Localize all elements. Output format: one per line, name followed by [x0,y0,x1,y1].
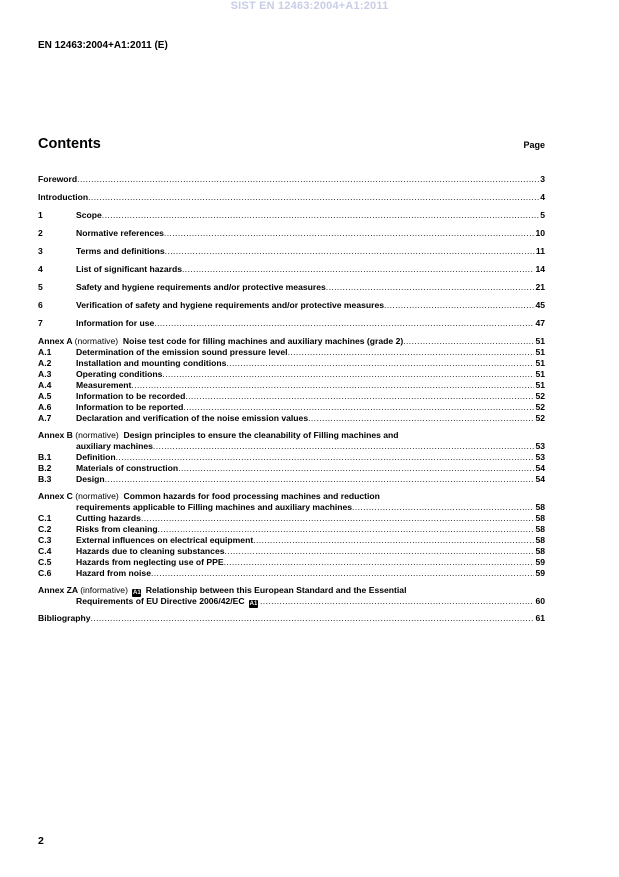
annex-type: (normative) [75,430,119,440]
toc-annex-a[interactable] [38,336,545,347]
page-column-label: Page [523,140,545,150]
toc-entry-a2[interactable] [38,358,545,369]
toc-entry-number: C.3 [38,535,52,545]
toc-entry-title: Design [76,474,105,484]
annex-heading [38,491,380,502]
dot-leader [88,192,539,203]
toc-entry-number: A.6 [38,402,52,412]
annex-title-line2: Requirements of EU Directive 2006/42/EC [76,596,245,606]
annex-title-continued: auxiliary machines [76,441,153,451]
annex-title-continued [38,596,260,608]
annex-title-continued: requirements applicable to Filling machines and auxiliary machines [76,502,353,512]
toc-annex-b-heading[interactable] [38,430,545,441]
toc-entry-title: Information for use [76,318,155,328]
dot-leader [253,535,534,546]
toc-entry-title: Measurement [76,380,132,390]
dot-leader [164,228,535,239]
toc-entry-number: B.2 [38,463,52,473]
dot-leader [224,557,535,568]
toc-entry-2[interactable] [38,228,545,239]
toc-entry-number: A.7 [38,413,52,423]
toc-entry-title: Scope [76,210,102,220]
dot-leader [352,502,534,513]
toc-entry-a1[interactable] [38,347,545,358]
toc-entry-5[interactable] [38,282,545,293]
toc-entry-title: Hazards from neglecting use of PPE [76,557,224,567]
toc-entry-b1[interactable] [38,452,545,463]
toc-entry-c1[interactable] [38,513,545,524]
toc-entry-number: A.2 [38,358,52,368]
dot-leader [151,568,534,579]
watermark: SIST EN 12463:2004+A1:2011 [230,0,389,12]
toc-entry-title: Normative references [76,228,164,238]
toc-entry-page: 47 [535,318,545,328]
toc-entry-page: 58 [535,546,545,556]
toc-annex-c-heading[interactable] [38,491,545,502]
toc-entry-title: Information to be reported [76,402,184,412]
toc-entry-number: C.6 [38,568,52,578]
toc-entry-page: 11 [535,246,545,256]
toc-entry-title: Definition [76,452,116,462]
dot-leader [77,174,539,185]
toc-entry-title: Risks from cleaning [76,524,158,534]
toc-entry-title: Materials of construction [76,463,179,473]
toc-entry-title: Information to be recorded [76,391,186,401]
toc-entry-c6[interactable] [38,568,545,579]
contents-title: Contents [38,136,101,152]
dot-leader [102,210,539,221]
toc-entry-number: 3 [38,246,43,256]
toc-entry-7[interactable] [38,318,545,329]
toc-entry-page: 58 [535,524,545,534]
toc-entry-title: External influences on electrical equipment [76,535,254,545]
toc-entry-number: 6 [38,300,43,310]
toc-entry-a4[interactable] [38,380,545,391]
toc-entry-foreword[interactable] [38,174,545,185]
toc-entry-page: 59 [535,568,545,578]
toc-entry-number: C.5 [38,557,52,567]
toc-entry-page: 51 [535,336,545,346]
toc-entry-c4[interactable] [38,546,545,557]
dot-leader [116,452,535,463]
toc-entry-page: 4 [540,192,545,202]
toc-entry-title: Declaration and verification of the noise emission values [76,413,309,423]
annex-type: (informative) [80,585,128,595]
dot-leader [182,264,534,275]
toc-entry-title: Installation and mounting conditions [76,358,227,368]
annex-heading [38,336,403,347]
toc-entry-number: A.3 [38,369,52,379]
toc-entry-page: 61 [535,613,545,623]
table-of-contents [38,174,545,624]
annex-heading [38,430,399,441]
toc-entry-title: Cutting hazards [76,513,141,523]
toc-entry-3[interactable] [38,246,545,257]
toc-entry-title: Terms and definitions [76,246,165,256]
annex-label: Annex A [38,336,73,346]
toc-entry-page: 58 [535,502,545,512]
toc-entry-number: A.4 [38,380,52,390]
toc-entry-a7[interactable] [38,413,545,424]
toc-entry-6[interactable] [38,300,545,311]
toc-annex-b[interactable] [38,441,545,452]
annex-type: (normative) [75,491,119,501]
annex-title: Design principles to ensure the cleanability of Filling machines and [123,430,399,440]
toc-entry-number: 7 [38,318,43,328]
dot-leader [154,318,534,329]
toc-entry-page: 51 [535,369,545,379]
toc-entry-page: 21 [535,282,545,292]
toc-entry-c2[interactable] [38,524,545,535]
dot-leader [153,441,535,452]
toc-annex-c[interactable] [38,502,545,513]
dot-leader [158,524,535,535]
dot-leader [91,613,535,624]
toc-entry-number: A.5 [38,391,52,401]
document-id: EN 12463:2004+A1:2011 (E) [38,40,168,51]
toc-entry-page: 53 [535,452,545,462]
toc-entry-number: A.1 [38,347,52,357]
dot-leader [403,336,534,347]
toc-entry-number: C.4 [38,546,52,556]
toc-entry-title: Determination of the emission sound pressure level [76,347,288,357]
toc-entry-title: Introduction [38,192,89,202]
annex-label: Annex ZA [38,585,78,595]
toc-entry-page: 54 [535,463,545,473]
dot-leader [288,347,535,358]
toc-annex-za-heading[interactable] [38,585,545,596]
dot-leader [185,391,534,402]
dot-leader [165,246,535,257]
annex-title: Noise test code for filling machines and auxiliary machines (grade 2) [122,336,404,346]
toc-entry-page: 53 [535,441,545,451]
toc-entry-b3[interactable] [38,474,545,485]
dot-leader [326,282,535,293]
toc-entry-number: B.3 [38,474,52,484]
annex-label: Annex C [38,491,73,501]
toc-entry-number: 2 [38,228,43,238]
annex-title: Relationship between this European Standard and the Essential [145,585,407,595]
toc-entry-page: 51 [535,347,545,357]
toc-entry-page: 52 [535,402,545,412]
toc-entry-title: Bibliography [38,613,91,623]
toc-entry-page: 3 [540,174,545,184]
dot-leader [105,474,535,485]
toc-entry-a6[interactable] [38,402,545,413]
annex-label: Annex B [38,430,73,440]
toc-entry-title: Foreword [38,174,78,184]
toc-entry-4[interactable] [38,264,545,275]
toc-entry-introduction[interactable] [38,192,545,203]
dot-leader [162,369,534,380]
annex-title: Common hazards for food processing machines and reduction [123,491,380,501]
toc-entry-number: 5 [38,282,43,292]
toc-entry-title: Hazards due to cleaning substances [76,546,225,556]
toc-annex-za[interactable] [38,596,545,607]
toc-entry-page: 59 [535,557,545,567]
toc-entry-number: 1 [38,210,43,220]
toc-entry-number: B.1 [38,452,52,462]
toc-entry-page: 5 [540,210,545,220]
toc-entry-number: C.1 [38,513,52,523]
toc-entry-title: Operating conditions [76,369,163,379]
toc-entry-page: 51 [535,380,545,390]
toc-entry-page: 58 [535,535,545,545]
dot-leader [183,402,534,413]
toc-entry-1[interactable] [38,210,545,221]
toc-entry-b2[interactable] [38,463,545,474]
toc-entry-title: List of significant hazards [76,264,183,274]
dot-leader [141,513,535,524]
annex-type: (normative) [74,336,119,346]
toc-entry-page: 54 [535,474,545,484]
toc-entry-page: 52 [535,413,545,423]
toc-entry-number: C.2 [38,524,52,534]
dot-leader [260,596,534,607]
dot-leader [226,358,534,369]
toc-entry-title: Verification of safety and hygiene requirements and/or protective measures [76,300,385,310]
toc-entry-page: 51 [535,358,545,368]
toc-entry-a5[interactable] [38,391,545,402]
toc-entry-c3[interactable] [38,535,545,546]
toc-entry-bibliography[interactable] [38,613,545,624]
amendment-end-marker-icon: A1 [249,601,258,607]
page-number: 2 [38,835,44,847]
dot-leader [178,463,534,474]
dot-leader [131,380,534,391]
dot-leader [308,413,534,424]
toc-entry-title: Hazard from noise [76,568,151,578]
amendment-start-marker-icon: A1 [133,590,141,596]
toc-entry-page: 60 [535,596,545,606]
dot-leader [384,300,534,311]
toc-entry-title: Safety and hygiene requirements and/or protective measures [76,282,326,292]
toc-entry-page: 14 [535,264,545,274]
toc-entry-page: 58 [535,513,545,523]
toc-entry-number: 4 [38,264,43,274]
toc-entry-c5[interactable] [38,557,545,568]
toc-entry-page: 52 [535,391,545,401]
toc-entry-page: 45 [535,300,545,310]
dot-leader [225,546,535,557]
toc-entry-a3[interactable] [38,369,545,380]
toc-entry-page: 10 [535,228,545,238]
